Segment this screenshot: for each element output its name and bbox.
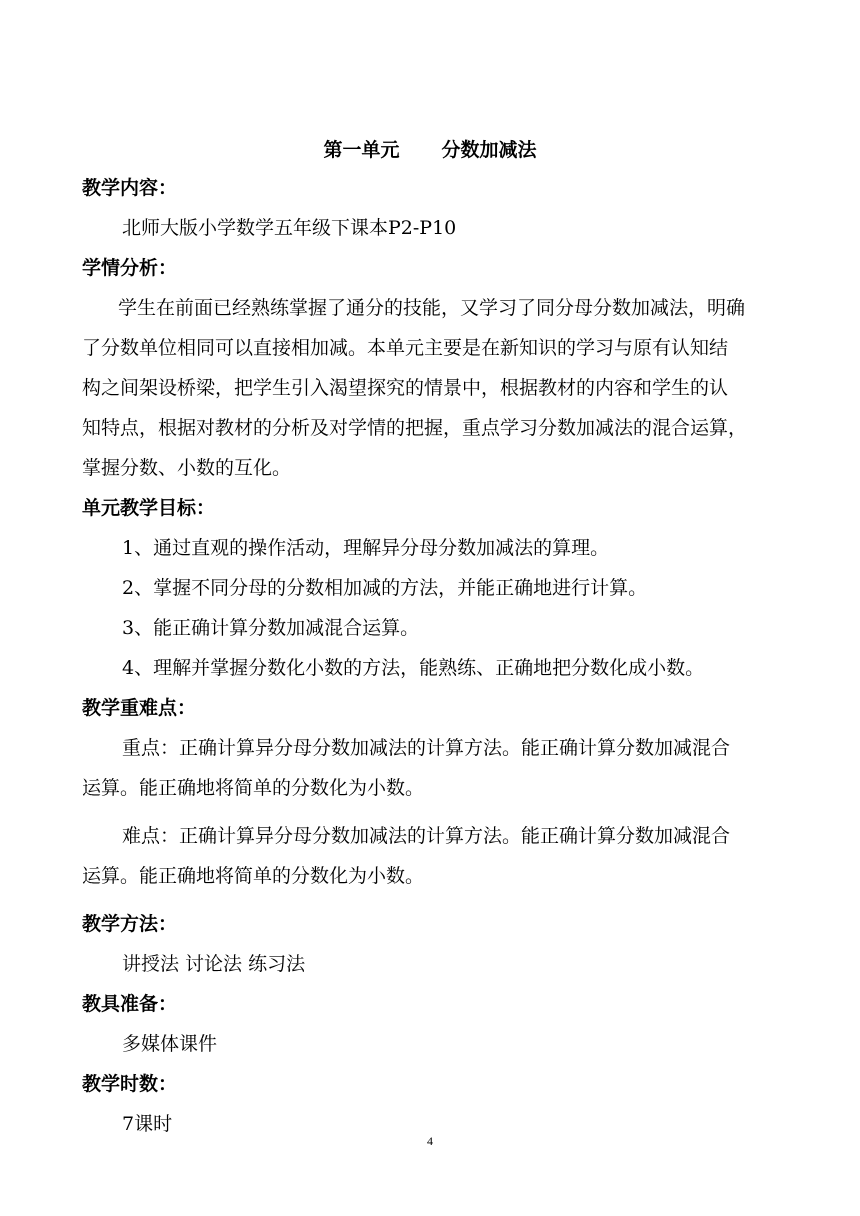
focus-line: 运算。能正确地将简单的分数化为小数。 <box>82 777 425 799</box>
methods-text: 讲授法 讨论法 练习法 <box>122 953 306 975</box>
page-title <box>0 138 860 162</box>
analysis-heading: 学情分析： <box>82 257 178 279</box>
tools-heading: 教具准备： <box>82 993 178 1015</box>
difficulty-line: 难点：正确计算异分母分数加减法的计算方法。能正确计算分数加减混合 <box>122 825 731 847</box>
title-unit: 第一单元 <box>323 139 400 161</box>
difficulty-line: 运算。能正确地将简单的分数化为小数。 <box>82 865 425 887</box>
page-number: 4 <box>427 1134 433 1148</box>
analysis-line: 了分数单位相同可以直接相加减。本单元主要是在新知识的学习与原有认知结 <box>82 337 729 359</box>
analysis-line: 学生在前面已经熟练掌握了通分的技能，又学习了同分母分数加减法，明确 <box>118 297 746 319</box>
methods-heading: 教学方法： <box>82 913 178 935</box>
goals-heading: 单元教学目标： <box>82 497 216 519</box>
goal-item: 4、理解并掌握分数化小数的方法，能熟练、正确地把分数化成小数。 <box>122 657 705 679</box>
analysis-line: 掌握分数、小数的互化。 <box>82 457 292 479</box>
hours-text: 7课时 <box>122 1113 173 1135</box>
analysis-line: 构之间架设桥梁，把学生引入渴望探究的情景中，根据教材的内容和学生的认 <box>82 377 729 399</box>
content-text: 北师大版小学数学五年级下课本P2-P10 <box>122 217 457 239</box>
tools-text: 多媒体课件 <box>122 1033 218 1055</box>
goal-item: 1、通过直观的操作活动，理解异分母分数加减法的算理。 <box>122 537 610 559</box>
hours-heading: 教学时数： <box>82 1073 178 1095</box>
content-heading: 教学内容： <box>82 177 178 199</box>
title-topic: 分数加减法 <box>441 139 537 161</box>
goal-item: 3、能正确计算分数加减混合运算。 <box>122 617 420 639</box>
focus-line: 重点：正确计算异分母分数加减法的计算方法。能正确计算分数加减混合 <box>122 737 731 759</box>
keypoints-heading: 教学重难点： <box>82 697 197 719</box>
analysis-line: 知特点，根据对教材的分析及对学情的把握，重点学习分数加减法的混合运算， <box>82 417 748 439</box>
goal-item: 2、掌握不同分母的分数相加减的方法，并能正确地进行计算。 <box>122 577 648 599</box>
